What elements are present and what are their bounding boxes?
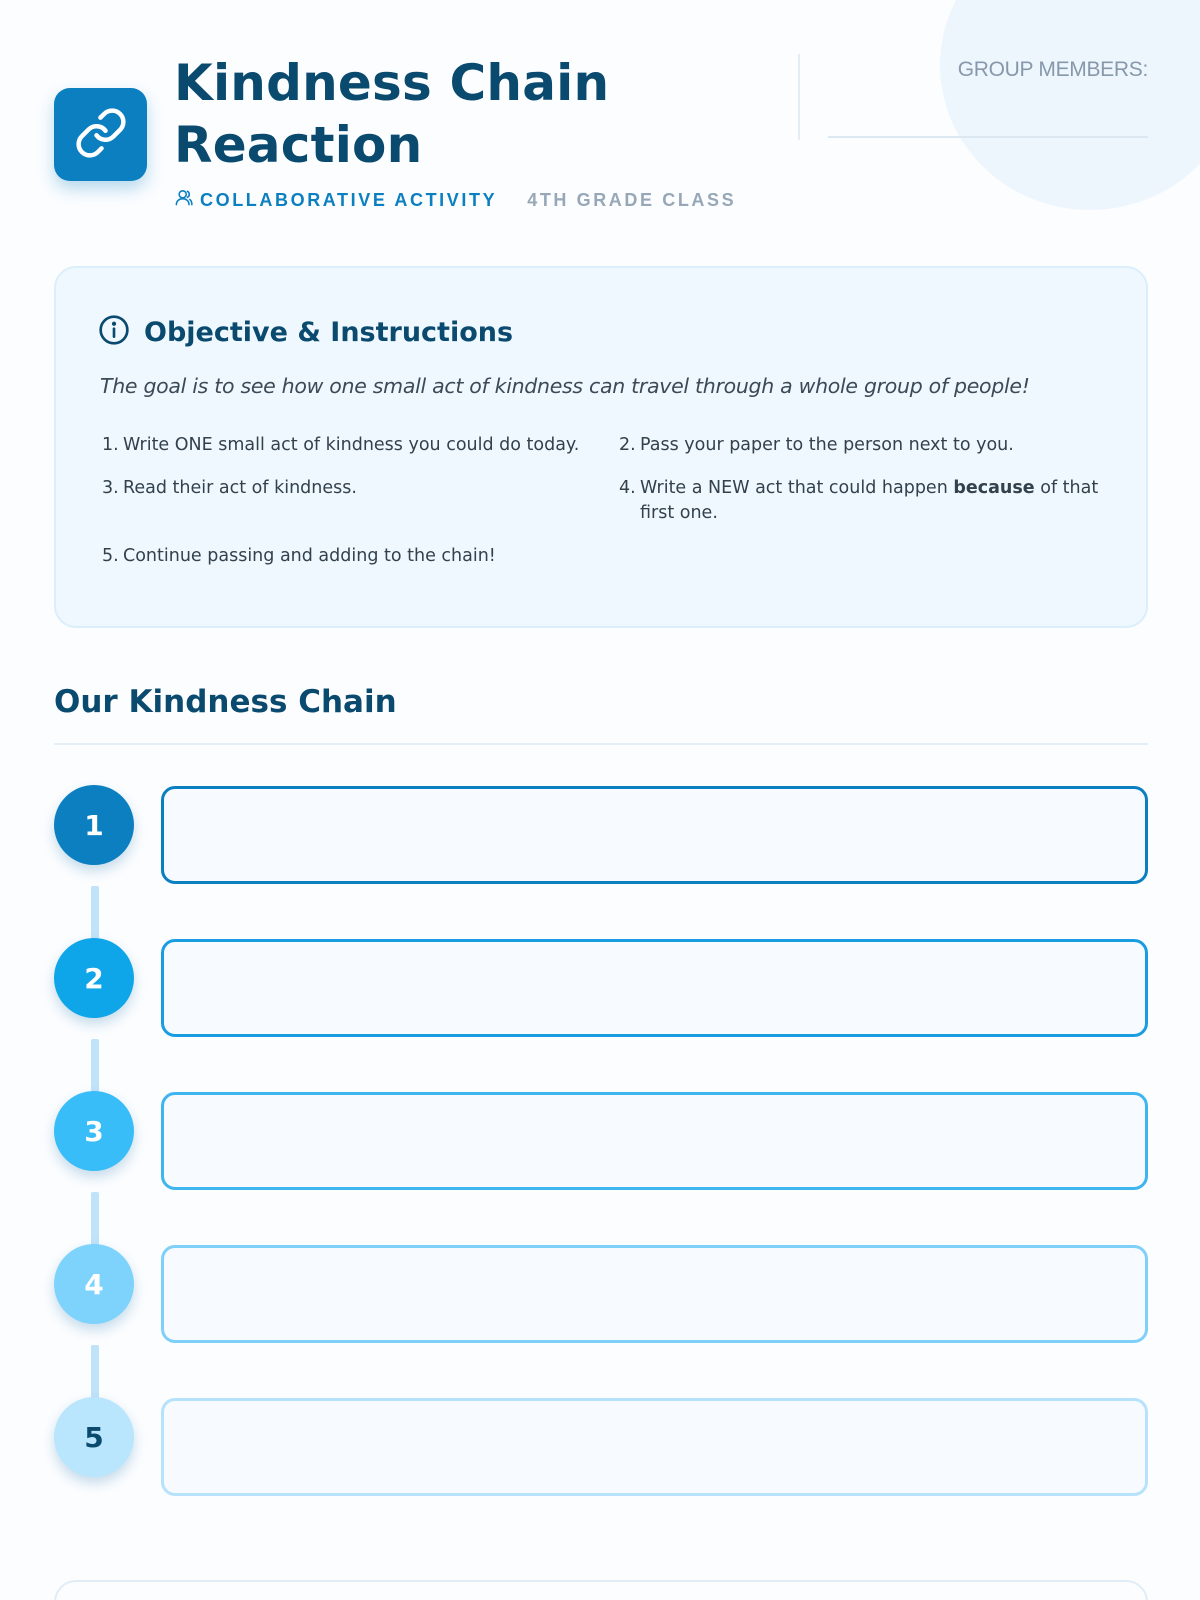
corner-decoration bbox=[940, 0, 1200, 210]
instruction-step: 1. Write ONE small act of kindness you could do today. bbox=[102, 433, 619, 458]
chain-answer-box[interactable] bbox=[161, 1245, 1148, 1343]
instructions-header bbox=[98, 314, 513, 350]
instructions-steps bbox=[102, 433, 1112, 569]
chain-connector bbox=[91, 886, 99, 942]
instructions-card bbox=[54, 266, 1148, 628]
chain-answer-box[interactable] bbox=[161, 786, 1148, 884]
page-title: Kindness Chain Reaction bbox=[174, 54, 610, 174]
chain-connector bbox=[91, 1345, 99, 1401]
instruction-step: 5. Continue passing and adding to the chain! bbox=[102, 544, 619, 569]
instruction-step: 3. Read their act of kindness. bbox=[102, 476, 619, 526]
chain-section-title: Our Kindness Chain bbox=[54, 684, 397, 720]
instruction-step: 4. Write a NEW act that could happen because of that first one. bbox=[619, 476, 1112, 526]
user-icon bbox=[174, 188, 200, 212]
section-divider bbox=[54, 743, 1148, 745]
chain-number-badge: 5 bbox=[54, 1397, 134, 1477]
chain-connector bbox=[91, 1192, 99, 1248]
activity-type-label: COLLABORATIVE ACTIVITY bbox=[200, 189, 498, 210]
chain-answer-box[interactable] bbox=[161, 1092, 1148, 1190]
instruction-step-text: Read their act of kindness. bbox=[123, 478, 357, 498]
chain-number-badge: 1 bbox=[54, 785, 134, 865]
activity-logo bbox=[54, 88, 147, 181]
group-members-label: GROUP MEMBERS: bbox=[957, 58, 1148, 81]
instruction-step-text: Pass your paper to the person next to you. bbox=[640, 435, 1014, 455]
chain-connector bbox=[91, 1039, 99, 1095]
chain-number-badge: 4 bbox=[54, 1244, 134, 1324]
instructions-title: Objective & Instructions bbox=[144, 316, 514, 348]
instruction-step-text: Write ONE small act of kindness you could do today. bbox=[123, 435, 580, 455]
header-divider bbox=[798, 54, 800, 140]
chain-answer-box[interactable] bbox=[161, 1398, 1148, 1496]
chain-number-badge: 2 bbox=[54, 938, 134, 1018]
instructions-intro: The goal is to see how one small act of kindness can travel through a whole group of people! bbox=[100, 374, 1030, 398]
instruction-step: 2. Pass your paper to the person next to you. bbox=[619, 433, 1112, 458]
instruction-step-text: Write a NEW act that could happen because of that first one. bbox=[640, 478, 1099, 523]
activity-tags bbox=[174, 188, 736, 212]
link-icon bbox=[74, 106, 128, 164]
emphasis-because: because bbox=[953, 478, 1035, 498]
chain-answer-box[interactable] bbox=[161, 939, 1148, 1037]
info-icon bbox=[98, 314, 130, 350]
chain-number-badge: 3 bbox=[54, 1091, 134, 1171]
bottom-card bbox=[54, 1580, 1148, 1600]
grade-label: 4TH GRADE CLASS bbox=[527, 189, 737, 210]
activity-type-badge bbox=[174, 188, 497, 212]
instruction-step-text: Continue passing and adding to the chain! bbox=[123, 546, 496, 566]
group-members-field[interactable] bbox=[828, 136, 1148, 138]
